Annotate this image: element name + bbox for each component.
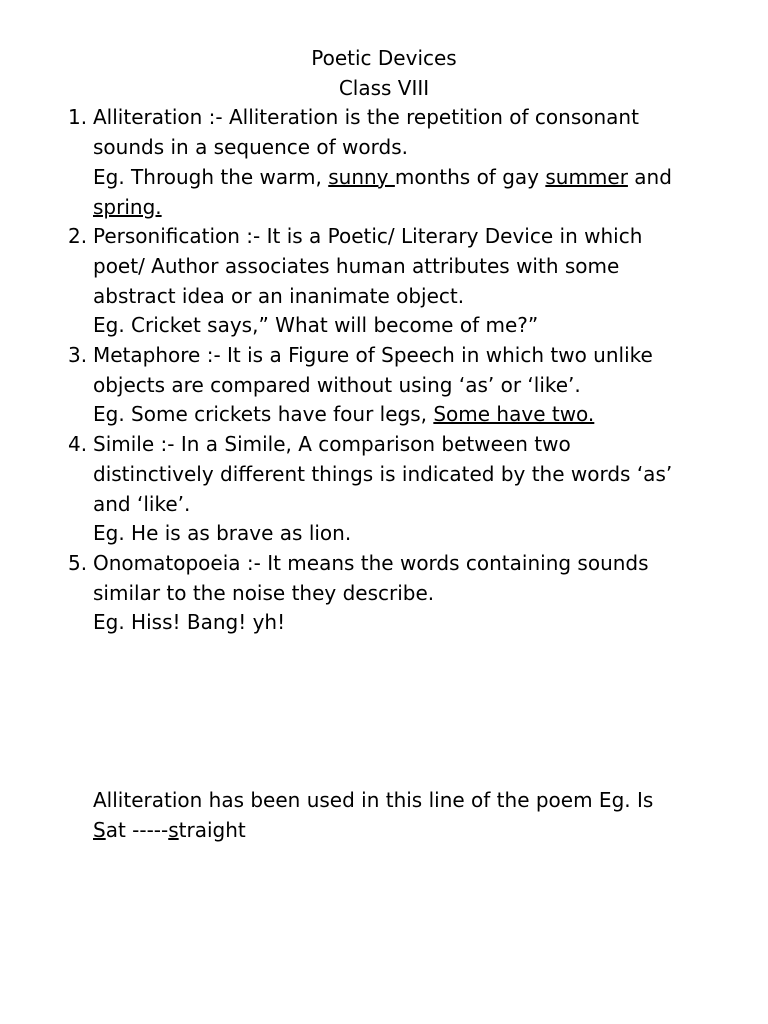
document-title: Poetic Devices <box>311 46 457 70</box>
underlined-letter: S <box>93 817 106 842</box>
list-number: 1. <box>68 105 88 130</box>
note-text: at ----- <box>105 817 169 842</box>
example-line: Eg. He is as brave as lion. <box>93 521 352 546</box>
note-text: traight <box>178 817 246 842</box>
list-item-alliteration <box>68 103 713 222</box>
example-text: Eg. Through the warm, <box>93 164 329 189</box>
list-item-metaphore <box>68 341 713 430</box>
example-line <box>93 163 713 193</box>
document-subtitle: Class VIII <box>338 75 430 100</box>
underlined-phrase: Some have two. <box>433 402 595 427</box>
list-item-onomatopoeia <box>68 549 713 638</box>
alliteration-note <box>93 786 713 845</box>
list-item-simile <box>68 430 713 549</box>
definition-line: similar to the noise they describe. <box>93 580 435 605</box>
definition-line: and ‘like’. <box>93 491 191 516</box>
note-line <box>93 816 713 846</box>
list-number: 2. <box>68 224 88 249</box>
list-number: 5. <box>68 550 88 575</box>
list-item-personification <box>68 222 713 341</box>
definition-line: Personification :- It is a Poetic/ Literary Device in which <box>93 224 643 249</box>
definition-line: Simile :- In a Simile, A comparison between two <box>93 432 571 457</box>
underlined-word: spring. <box>93 194 162 219</box>
underlined-word: summer <box>545 164 628 189</box>
example-line <box>93 400 713 430</box>
underlined-word: sunny <box>328 164 395 189</box>
definition-line: objects are compared without using ‘as’ or ‘like’. <box>93 372 581 397</box>
example-text: and <box>627 164 672 189</box>
example-text: months of gay <box>394 164 546 189</box>
example-line <box>93 193 713 223</box>
example-text: Eg. Some crickets have four legs, <box>93 402 434 427</box>
definition-line: sounds in a sequence of words. <box>93 135 408 160</box>
definition-line: Onomatopoeia :- It means the words containing sounds <box>93 550 649 575</box>
definition-line: Metaphore :- It is a Figure of Speech in which two unlike <box>93 343 653 368</box>
example-line: Eg. Cricket says,” What will become of me?” <box>93 313 539 338</box>
poetic-devices-list <box>68 103 713 638</box>
definition-line: Alliteration :- Alliteration is the repetition of consonant <box>93 105 639 130</box>
underlined-letter: s <box>168 817 179 842</box>
example-line: Eg. Hiss! Bang! yh! <box>93 610 286 635</box>
list-number: 3. <box>68 343 88 368</box>
note-line: Alliteration has been used in this line of the poem Eg. Is <box>93 788 654 812</box>
list-number: 4. <box>68 432 88 457</box>
definition-line: poet/ Author associates human attributes with some <box>93 253 620 278</box>
definition-line: distinctively different things is indicated by the words ‘as’ <box>93 461 673 486</box>
definition-line: abstract idea or an inanimate object. <box>93 283 465 308</box>
